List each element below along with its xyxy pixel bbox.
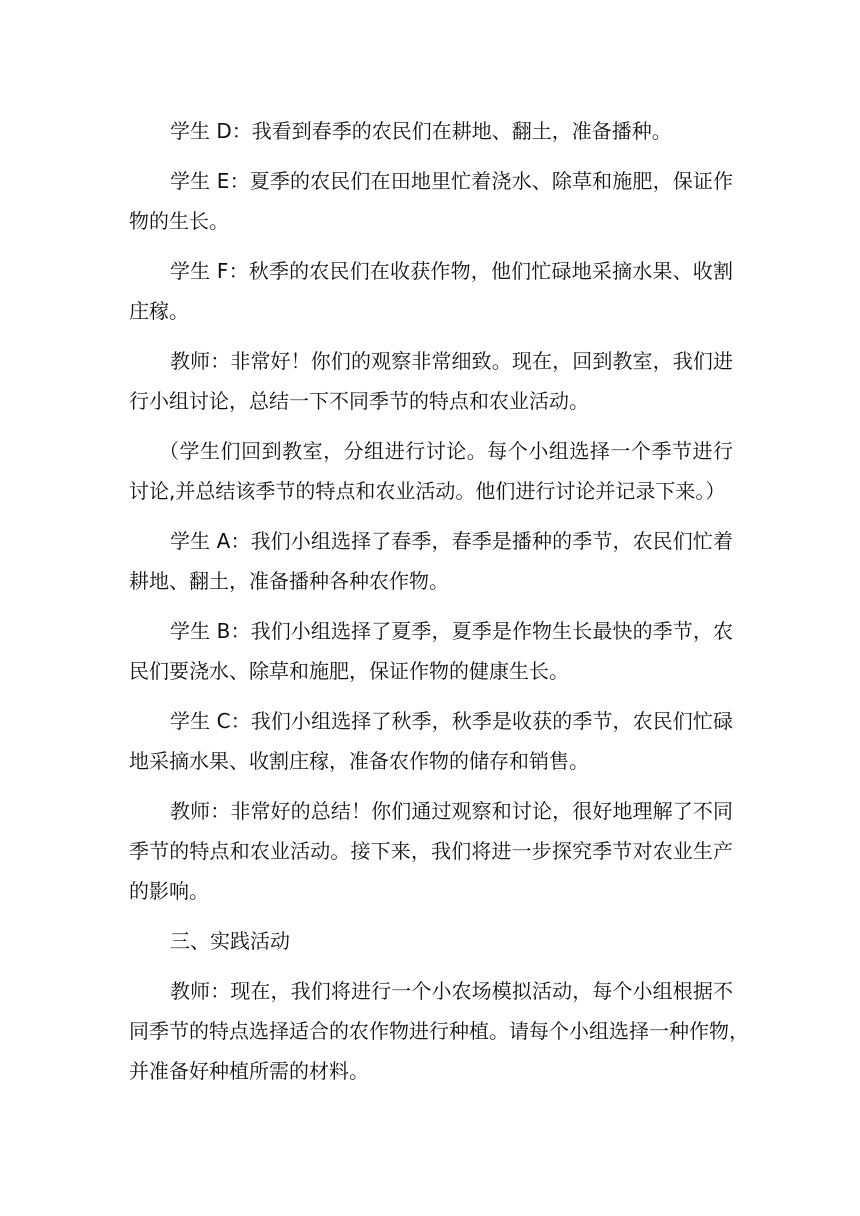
paragraph-line: 并准备好种植所需的材料。	[129, 1059, 369, 1083]
section-heading: 三、实践活动	[170, 929, 290, 953]
paragraph-line: 学生 C：我们小组选择了秋季，秋季是收获的季节，农民们忙碌	[170, 709, 733, 733]
paragraph-line: 地采摘水果、收割庄稼，准备农作物的储存和销售。	[129, 749, 589, 773]
paragraph-line: （学生们回到教室，分组进行讨论。每个小组选择一个季节进行	[159, 439, 733, 463]
paragraph-line: 学生 E：夏季的农民们在田地里忙着浇水、除草和施肥，保证作	[170, 169, 733, 193]
paragraph-teacher-2	[129, 791, 733, 911]
paragraph-line: 同季节的特点选择适合的农作物进行种植。请每个小组选择一种作物，	[129, 1019, 749, 1043]
paragraph-student-f	[129, 251, 733, 331]
paragraph-line: 教师：现在，我们将进行一个小农场模拟活动，每个小组根据不	[170, 979, 733, 1003]
paragraph-teacher-1	[129, 341, 733, 421]
paragraph-line: 季节的特点和农业活动。接下来，我们将进一步探究季节对农业生产	[129, 839, 733, 863]
paragraph-line: 教师：非常好的总结！你们通过观察和讨论，很好地理解了不同	[170, 799, 733, 823]
paragraph-student-b	[129, 611, 733, 691]
paragraph-line: 庄稼。	[129, 299, 189, 323]
paragraph-line: 学生 F：秋季的农民们在收获作物，他们忙碌地采摘水果、收割	[170, 259, 733, 283]
paragraph-line: 耕地、翻土，准备播种各种农作物。	[129, 569, 449, 593]
section-heading-practice	[129, 921, 733, 961]
paragraph-line: 行小组讨论，总结一下不同季节的特点和农业活动。	[129, 389, 589, 413]
paragraph-student-e	[129, 161, 733, 241]
paragraph-stage-direction	[129, 431, 733, 511]
paragraph-line: 学生 B：我们小组选择了夏季，夏季是作物生长最快的季节，农	[170, 619, 733, 643]
paragraph-line: 教师：非常好！你们的观察非常细致。现在，回到教室，我们进	[170, 349, 733, 373]
paragraph-teacher-3	[129, 971, 749, 1091]
document-body	[129, 111, 749, 1091]
paragraph-student-c	[129, 701, 733, 781]
paragraph-line: 学生 D：我看到春季的农民们在耕地、翻土，准备播种。	[170, 119, 672, 143]
paragraph-line: 学生 A：我们小组选择了春季，春季是播种的季节，农民们忙着	[170, 529, 733, 553]
paragraph-line: 的影响。	[129, 879, 209, 903]
paragraph-line: 物的生长。	[129, 209, 229, 233]
paragraph-line: 讨论,并总结该季节的特点和农业活动。他们进行讨论并记录下来。）	[129, 479, 726, 503]
paragraph-student-a	[129, 521, 733, 601]
paragraph-student-d	[129, 111, 733, 151]
paragraph-line: 民们要浇水、除草和施肥，保证作物的健康生长。	[129, 659, 569, 683]
